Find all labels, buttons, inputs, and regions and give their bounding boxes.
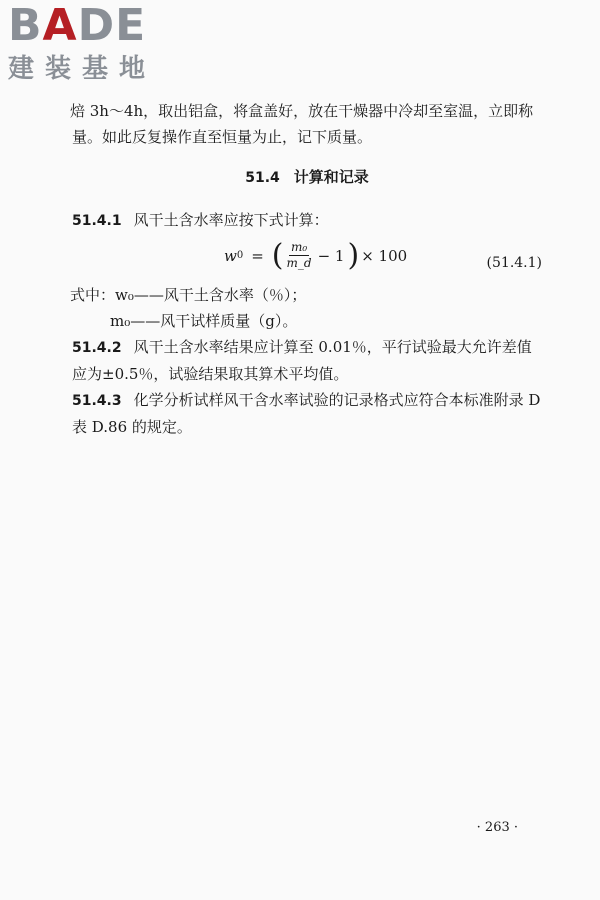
formula-lhs-sub: 0	[236, 249, 244, 261]
page-number: · 263 ·	[476, 820, 518, 835]
clause-51-4-1	[72, 207, 542, 234]
section-title: 计算和记录	[293, 168, 369, 186]
section-number: 51.4	[245, 170, 280, 186]
formula-times-100: × 100	[361, 246, 408, 265]
section-heading	[72, 164, 542, 191]
logo-latin-text	[8, 0, 178, 51]
left-paren: (	[271, 237, 284, 273]
where-line-1: 式中：w₀——风干土含水率（％）；	[70, 286, 307, 304]
clause-text: 风干土含水率应按下式计算：	[133, 211, 329, 229]
clause-text: 化学分析试样风干含水率试验的记录格式应符合本标准附录 D 表 D.86 的规定。	[72, 391, 541, 436]
formula-equals: =	[251, 246, 264, 265]
bade-logo	[8, 0, 178, 88]
logo-cjk-text: 建装基地	[8, 54, 157, 84]
formula-block	[72, 234, 542, 282]
fraction-denominator: m_d	[286, 256, 312, 270]
clause-51-4-3	[72, 387, 542, 440]
continuation-paragraph: 焙 3h～4h，取出铝盒，将盒盖好，放在干燥器中冷却至室温，立即称量。如此反复操作直至恒量为止，记下质量。	[70, 102, 534, 146]
clause-text: 风干土含水率结果应计算至 0.01％，平行试验最大允许差值应为±0.5％，试验结果取其算术平均值。	[72, 338, 532, 383]
logo-letter-b: B	[8, 0, 43, 51]
logo-letter-a: A	[42, 0, 78, 51]
clause-number: 51.4.1	[72, 213, 122, 229]
formula-minus-one: − 1	[317, 246, 345, 265]
clause-number: 51.4.2	[72, 340, 122, 356]
formula-expression	[224, 237, 408, 273]
equation-number: (51.4.1)	[486, 255, 542, 271]
clause-51-4-2	[72, 334, 542, 387]
formula-fraction	[287, 240, 312, 271]
logo-letters-de: DE	[77, 0, 147, 51]
formula-lhs: w	[224, 246, 237, 265]
right-paren: )	[347, 237, 360, 273]
where-line-2: m₀——风干试样质量（g）。	[110, 312, 298, 330]
clause-number: 51.4.3	[72, 393, 122, 409]
page-body	[72, 98, 542, 440]
fraction-numerator: m₀	[290, 240, 308, 254]
